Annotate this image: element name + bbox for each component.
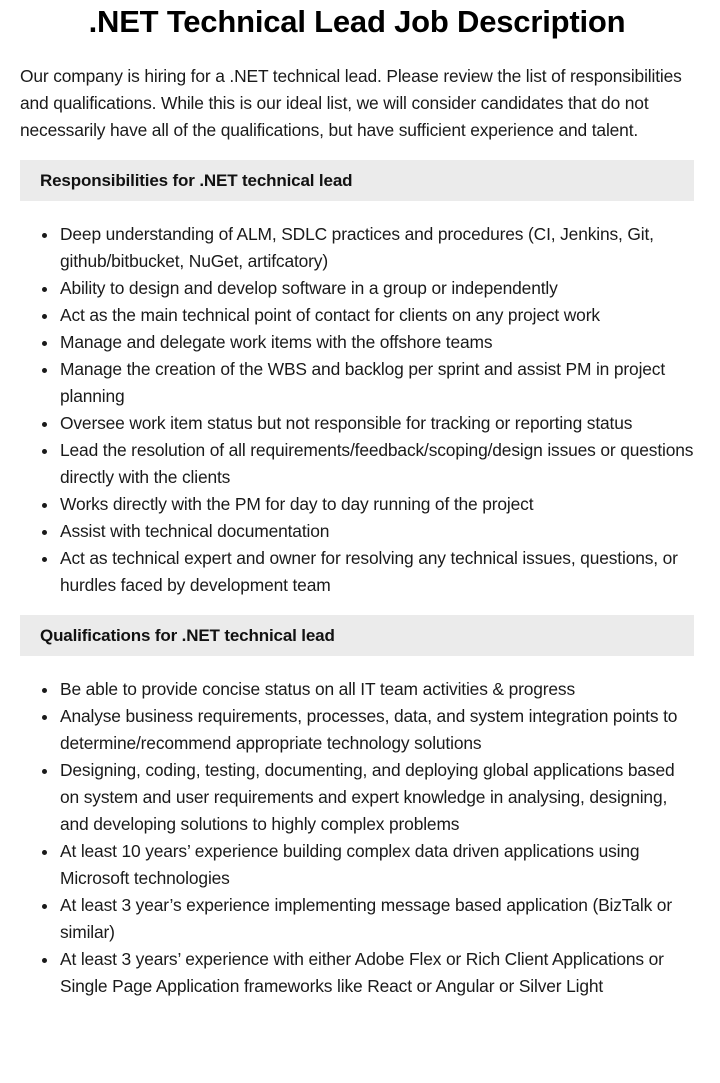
list-item: At least 10 years’ experience building complex data driven applications using Microsoft technologies — [60, 838, 694, 892]
list-item: Lead the resolution of all requirements/feedback/scoping/design issues or questions directly with the clients — [60, 437, 694, 491]
list-item: At least 3 year’s experience implementing message based application (BizTalk or similar) — [60, 892, 694, 946]
list-item: At least 3 years’ experience with either Adobe Flex or Rich Client Applications or Single Page Application frameworks like React or Angular or Silver Light — [60, 946, 694, 1000]
list-item: Analyse business requirements, processes, data, and system integration points to determine/recommend appropriate technology solutions — [60, 703, 694, 757]
list-item: Manage the creation of the WBS and backlog per sprint and assist PM in project planning — [60, 356, 694, 410]
list-item: Ability to design and develop software in a group or independently — [60, 275, 694, 302]
list-item: Works directly with the PM for day to day running of the project — [60, 491, 694, 518]
list-item: Designing, coding, testing, documenting, and deploying global applications based on system and user requirements and expert knowledge in analysing, designing, and developing solutions to highly complex problems — [60, 757, 694, 838]
list-item: Act as technical expert and owner for resolving any technical issues, questions, or hurdles faced by development team — [60, 545, 694, 599]
intro-paragraph: Our company is hiring for a .NET technical lead. Please review the list of responsibilities and qualifications. While this is our ideal list, we will consider candidates that do not necessarily have all of the qualifications, but have sufficient experience and talent. — [20, 66, 682, 140]
responsibilities-heading: Responsibilities for .NET technical lead — [20, 160, 694, 201]
list-item: Manage and delegate work items with the offshore teams — [60, 329, 694, 356]
page-title: .NET Technical Lead Job Description — [88, 4, 626, 39]
list-item: Deep understanding of ALM, SDLC practices and procedures (CI, Jenkins, Git, github/bitbucket, NuGet, artifcatory) — [60, 221, 694, 275]
qualifications-heading: Qualifications for .NET technical lead — [20, 615, 694, 656]
qualifications-list — [20, 676, 694, 1000]
responsibilities-list — [20, 221, 694, 599]
list-item: Oversee work item status but not responsible for tracking or reporting status — [60, 410, 694, 437]
list-item: Act as the main technical point of contact for clients on any project work — [60, 302, 694, 329]
list-item: Be able to provide concise status on all IT team activities & progress — [60, 676, 694, 703]
list-item: Assist with technical documentation — [60, 518, 694, 545]
